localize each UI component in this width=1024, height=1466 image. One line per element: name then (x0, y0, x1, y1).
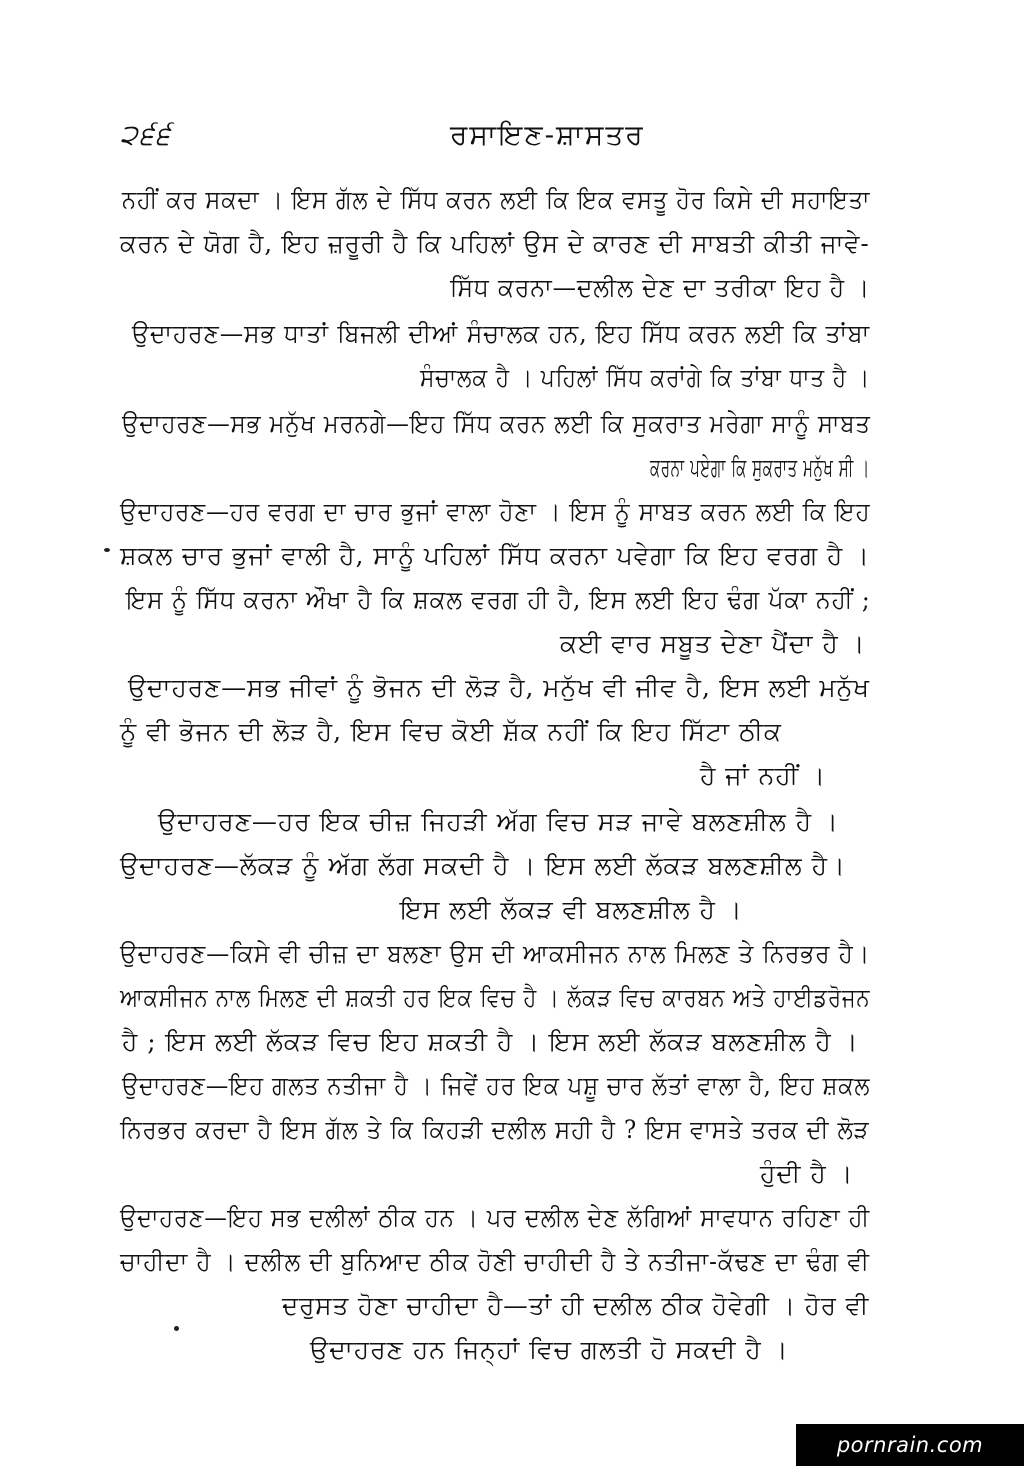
page-header (120, 118, 850, 158)
text-line: ਉਦਾਹਰਣ—ਇਹ ਸਭ ਦਲੀਲਾਂ ਠੀਕ ਹਨ । ਪਰ ਦਲੀਲ ਦੇਣ ਲੱਗਿਆਂ ਸਾਵਧਾਨ ਰਹਿਣਾ ਹੀ (120, 1203, 871, 1232)
text-line: ਨਿਰਭਰ ਕਰਦਾ ਹੈ ਇਸ ਗੱਲ ਤੇ ਕਿ ਕਿਹੜੀ ਦਲੀਲ ਸਹੀ ਹੈ ? ਇਸ ਵਾਸਤੇ ਤਰਕ ਦੀ ਲੋੜ (120, 1115, 870, 1144)
text-line: ਚਾਹੀਦਾ ਹੈ । ਦਲੀਲ ਦੀ ਬੁਨਿਆਦ ਠੀਕ ਹੋਣੀ ਚਾਹੀਦੀ ਹੈ ਤੇ ਨਤੀਜਾ-ਕੱਢਣ ਦਾ ਢੰਗ ਵੀ (120, 1247, 870, 1276)
text-line: ਆਕਸੀਜਨ ਨਾਲ ਮਿਲਣ ਦੀ ਸ਼ਕਤੀ ਹਰ ਇਕ ਵਿਚ ਹੈ । ਲੱਕੜ ਵਿਚ ਕਾਰਬਨ ਅਤੇ ਹਾਈਡਰੋਜਨ (120, 983, 871, 1012)
text-line: ਉਦਾਹਰਣ—ਸਭ ਧਾਤਾਂ ਬਿਜਲੀ ਦੀਆਂ ਸੰਚਾਲਕ ਹਨ, ਇਹ ਸਿੱਧ ਕਰਨ ਲਈ ਕਿ ਤਾਂਬਾ (132, 319, 871, 348)
text-line: ਉਦਾਹਰਣ—ਇਹ ਗਲਤ ਨਤੀਜਾ ਹੈ । ਜਿਵੇਂ ਹਰ ਇਕ ਪਸ਼ੂ ਚਾਰ ਲੱਤਾਂ ਵਾਲਾ ਹੈ, ਇਹ ਸ਼ਕਲ (122, 1071, 871, 1100)
text-line: ਇਸ ਨੂੰ ਸਿੱਧ ਕਰਨਾ ਔਖਾ ਹੈ ਕਿ ਸ਼ਕਲ ਵਰਗ ਹੀ ਹੈ, ਇਸ ਲਈ ਇਹ ਢੰਗ ਪੱਕਾ ਨਹੀਂ ; (126, 585, 871, 614)
text-line: ਉਦਾਹਰਣ ਹਨ ਜਿਨ੍ਹਾਂ ਵਿਚ ਗਲਤੀ ਹੋ ਸਕਦੀ ਹੈ । (310, 1335, 789, 1364)
text-line: ਉਦਾਹਰਣ—ਸਭ ਜੀਵਾਂ ਨੂੰ ਭੋਜਨ ਦੀ ਲੋੜ ਹੈ, ਮਨੁੱਖ ਵੀ ਜੀਵ ਹੈ, ਇਸ ਲਈ ਮਨੁੱਖ (128, 673, 870, 702)
text-line: ਨਹੀਂ ਕਰ ਸਕਦਾ । ਇਸ ਗੱਲ ਦੇ ਸਿੱਧ ਕਰਨ ਲਈ ਕਿ ਇਕ ਵਸਤੂ ਹੋਰ ਕਿਸੇ ਦੀ ਸਹਾਇਤਾ (122, 185, 871, 214)
text-line: ਇਸ ਲਈ ਲੱਕੜ ਵੀ ਬਲਣਸ਼ੀਲ ਹੈ । (400, 895, 743, 924)
text-line: ਦਰੁਸਤ ਹੋਣਾ ਚਾਹੀਦਾ ਹੈ—ਤਾਂ ਹੀ ਦਲੀਲ ਠੀਕ ਹੋਵੇਗੀ । ਹੋਰ ਵੀ (282, 1291, 870, 1320)
text-line: ਉਦਾਹਰਣ—ਹਰ ਵਰਗ ਦਾ ਚਾਰ ਭੁਜਾਂ ਵਾਲਾ ਹੋਣਾ । ਇਸ ਨੂੰ ਸਾਬਤ ਕਰਨ ਲਈ ਕਿ ਇਹ (120, 497, 871, 526)
text-line: ਕਰਨ ਦੇ ਯੋਗ ਹੈ, ਇਹ ਜ਼ਰੂਰੀ ਹੈ ਕਿ ਪਹਿਲਾਂ ਉਸ ਦੇ ਕਾਰਣ ਦੀ ਸਾਬਤੀ ਕੀਤੀ ਜਾਵੇ- (120, 229, 870, 258)
ink-speck (174, 1326, 179, 1331)
page-number: ੨੬੬ (120, 118, 172, 151)
text-line: ਹੁੰਦੀ ਹੈ । (760, 1159, 854, 1188)
text-line: ਉਦਾਹਰਣ—ਹਰ ਇਕ ਚੀਜ਼ ਜਿਹੜੀ ਅੱਗ ਵਿਚ ਸੜ ਜਾਵੇ ਬਲਣਸ਼ੀਲ ਹੈ । (158, 807, 839, 836)
text-line: ਸਿੱਧ ਕਰਨਾ—ਦਲੀਲ ਦੇਣ ਦਾ ਤਰੀਕਾ ਇਹ ਹੈ । (450, 273, 871, 302)
ink-speck (104, 548, 110, 552)
text-line: ਹੈ ; ਇਸ ਲਈ ਲੱਕੜ ਵਿਚ ਇਹ ਸ਼ਕਤੀ ਹੈ । ਇਸ ਲਈ ਲੱਕੜ ਬਲਣਸ਼ੀਲ ਹੈ । (122, 1027, 859, 1056)
text-line: ਸੰਚਾਲਕ ਹੈ । ਪਹਿਲਾਂ ਸਿੱਧ ਕਰਾਂਗੇ ਕਿ ਤਾਂਬਾ ਧਾਤ ਹੈ । (420, 363, 871, 392)
text-line: ਉਦਾਹਰਣ—ਕਿਸੇ ਵੀ ਚੀਜ਼ ਦਾ ਬਲਣਾ ਉਸ ਦੀ ਆਕਸੀਜਨ ਨਾਲ ਮਿਲਣ ਤੇ ਨਿਰਭਰ ਹੈ। (120, 939, 871, 968)
text-line: ਹੈ ਜਾਂ ਨਹੀਂ । (700, 761, 826, 790)
text-line: ਸ਼ਕਲ ਚਾਰ ਭੁਜਾਂ ਵਾਲੀ ਹੈ, ਸਾਨੂੰ ਪਹਿਲਾਂ ਸਿੱਧ ਕਰਨਾ ਪਵੇਗਾ ਕਿ ਇਹ ਵਰਗ ਹੈ । (120, 541, 870, 570)
text-line: ਉਦਾਹਰਣ—ਲੱਕੜ ਨੂੰ ਅੱਗ ਲੱਗ ਸਕਦੀ ਹੈ । ਇਸ ਲਈ ਲੱਕੜ ਬਲਣਸ਼ੀਲ ਹੈ। (120, 851, 846, 880)
text-line: ਕਈ ਵਾਰ ਸਬੂਤ ਦੇਣਾ ਪੈਂਦਾ ਹੈ । (560, 629, 866, 658)
running-title: ਰਸਾਇਣ-ਸ਼ਾਸਤਰ (450, 118, 645, 151)
text-line: ਉਦਾਹਰਣ—ਸਭ ਮਨੁੱਖ ਮਰਨਗੇ—ਇਹ ਸਿੱਧ ਕਰਨ ਲਈ ਕਿ ਸੁਕਰਾਤ ਮਰੇਗਾ ਸਾਨੂੰ ਸਾਬਤ (122, 409, 871, 438)
text-line: ਨੂੰ ਵੀ ਭੋਜਨ ਦੀ ਲੋੜ ਹੈ, ਇਸ ਵਿਚ ਕੋਈ ਸ਼ੱਕ ਨਹੀਂ ਕਿ ਇਹ ਸਿੱਟਾ ਠੀਕ (120, 717, 782, 746)
text-line: ਕਰਨਾ ਪਏਗਾ ਕਿ ਸੁਕਰਾਤ ਮਨੁੱਖ ਸੀ । (650, 453, 870, 482)
watermark: pornrain.com (796, 1424, 1024, 1466)
